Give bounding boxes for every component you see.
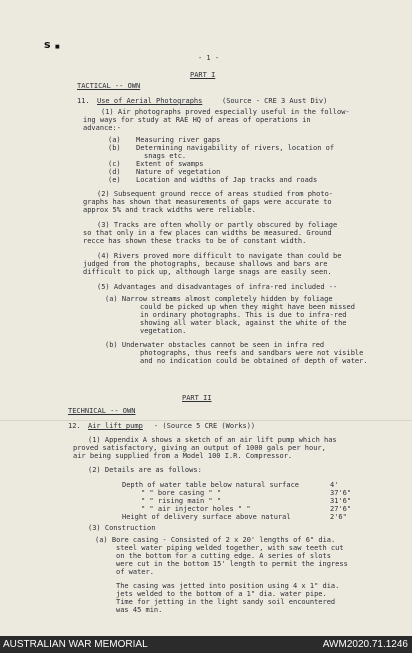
- item11-p5a-line3: in ordinary photographs. This is due to infra-red: [140, 311, 347, 319]
- item12-number: 12.: [68, 422, 81, 430]
- item12-p3a-line2: steel water piping welded together, with saw teeth cut: [116, 544, 344, 552]
- item11-p1-line3: advance:-: [83, 124, 121, 132]
- item12-p1-line2: proved satisfactory, giving an output of 1000 gals per hour,: [73, 444, 326, 452]
- item12-p3a-line3: on the bottom for a cutting edge. A series of slots: [116, 552, 331, 560]
- detail-label-5: Height of delivery surface above natural: [122, 513, 291, 521]
- list-text-d: Nature of vegetation: [136, 168, 221, 176]
- item11-p1-line2: ing ways for study at RAE HQ of areas of operations in: [83, 116, 311, 124]
- footer-archive-name: AUSTRALIAN WAR MEMORIAL: [3, 639, 148, 650]
- item12-source: - (Source 5 CRE (Works)): [154, 422, 256, 430]
- item11-p4-line2: judged from the photographs, because shallows and bars are: [83, 260, 328, 268]
- item11-p5a-line1: (a) Narrow streams almost completely hidden by foliage: [105, 295, 333, 303]
- part1-heading: PART I: [190, 71, 216, 79]
- list-text-b-cont: snags etc.: [144, 152, 187, 160]
- detail-value-5: 2'6": [330, 513, 347, 521]
- item12-p3-heading: (3) Construction: [88, 524, 156, 532]
- detail-value-1: 4': [330, 481, 339, 489]
- item12-p3b-line4: was 45 min.: [116, 606, 163, 614]
- item11-source: (Source - CRE 3 Aust Div): [222, 97, 328, 105]
- item11-p3-line1: (3) Tracks are often wholly or partly obscured by foliage: [97, 221, 338, 229]
- page-fold-line: [0, 420, 412, 421]
- detail-value-4: 27'6": [330, 505, 352, 513]
- list-marker-b: (b): [108, 144, 121, 152]
- footer-catalog-id: AWM2020.71.1246: [322, 639, 408, 650]
- item11-p2-line1: (2) Subsequent ground recce of areas studied from photo-: [97, 190, 334, 198]
- item11-p3-line3: recce has shown these tracks to be of constant width.: [83, 237, 307, 245]
- item11-p5b-line3: and no indication could be obtained of depth of water.: [140, 357, 368, 365]
- list-marker-a: (a): [108, 136, 121, 144]
- item11-p5a-line5: vegetation.: [140, 327, 187, 335]
- item11-p3-line2: so that only in a few places can widths be measured. Ground: [83, 229, 332, 237]
- item11-number: 11.: [77, 97, 90, 105]
- item11-p2-line2: graphs has shown that measurements of gaps were accurate to: [83, 198, 332, 206]
- item11-title: Use of Aerial Photographs: [97, 97, 203, 105]
- list-marker-d: (d): [108, 168, 121, 176]
- detail-value-3: 31'6": [330, 497, 352, 505]
- item12-p3b-line1: The casing was jetted into position using 4 x 1" dia.: [116, 582, 340, 590]
- item12-p3b-line3: Time for jetting in the light sandy soil encountered: [116, 598, 336, 606]
- item12-p3a-line4: were cut in the bottom 15' length to permit the ingress: [116, 560, 348, 568]
- detail-value-2: 37'6": [330, 489, 352, 497]
- list-text-c: Extent of swamps: [136, 160, 204, 168]
- margin-dot: ■: [55, 44, 60, 50]
- item11-p4-line3: difficult to pick up, although large snags are easily seen.: [83, 268, 332, 276]
- page-number: - 1 -: [198, 54, 220, 62]
- item11-p5a-line2: could be picked up when they might have been missed: [140, 303, 355, 311]
- list-marker-c: (c): [108, 160, 121, 168]
- item12-p1-line1: (1) Appendix A shows a sketch of an air lift pump which has: [88, 436, 337, 444]
- archive-footer: [0, 636, 412, 653]
- list-marker-e: (e): [108, 176, 121, 184]
- item12-p3a-line1: (a) Bore casing - Consisted of 2 x 20' lengths of 6" dia.: [95, 536, 336, 544]
- item12-title: Air lift pump: [88, 422, 143, 430]
- item11-p2-line3: approx 5% and track widths were reliable.: [83, 206, 256, 214]
- list-text-b: Determining navigability of rivers, location of: [136, 144, 335, 152]
- detail-label-4: " " air injector holes " ": [141, 505, 251, 513]
- item11-p5b-line1: (b) Underwater obstacles cannot be seen in infra red: [105, 341, 325, 349]
- part1-section-title: TACTICAL -- OWN: [77, 82, 141, 90]
- item12-p1-line3: air being supplied from a Model 100 I.R. Compressor.: [73, 452, 293, 460]
- item11-p5-line1: (5) Advantages and disadvantages of infra-red included --: [97, 283, 338, 291]
- item11-p1-line1: (1) Air photographs proved especially useful in the follow-: [101, 108, 350, 116]
- margin-mark: s: [44, 38, 51, 51]
- part2-heading: PART II: [182, 394, 212, 402]
- item11-p4-line1: (4) Rivers proved more difficult to navigate than could be: [97, 252, 342, 260]
- list-text-a: Measuring river gaps: [136, 136, 221, 144]
- item12-p2-heading: (2) Details are as follows:: [88, 466, 202, 474]
- item12-p3b-line2: jets welded to the bottom of a 1" dia. water pipe.: [116, 590, 327, 598]
- list-text-e: Location and widths of Jap tracks and roads: [136, 176, 318, 184]
- part2-section-title: TECHNICAL -- OWN: [68, 407, 136, 415]
- detail-label-3: " " rising main " ": [141, 497, 222, 505]
- item12-p3a-line5: of water.: [116, 568, 154, 576]
- item11-p5a-line4: showing all water black, against the white of the: [140, 319, 347, 327]
- item11-p5b-line2: photographs, thus reefs and sandbars were not visible: [140, 349, 364, 357]
- detail-label-1: Depth of water table below natural surface: [122, 481, 300, 489]
- detail-label-2: " " bore casing " ": [141, 489, 222, 497]
